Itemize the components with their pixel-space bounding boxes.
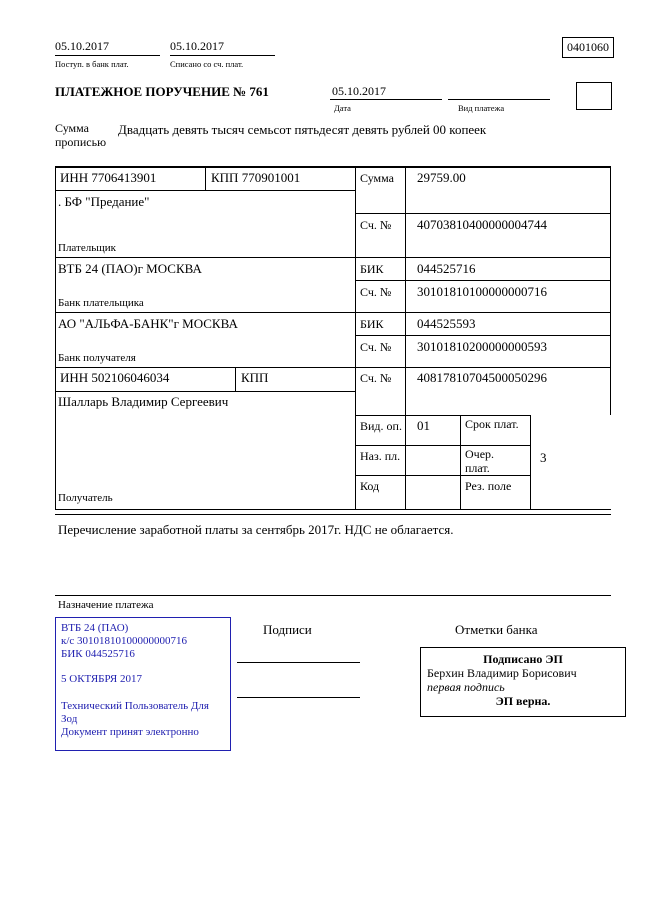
payment-type-field bbox=[448, 84, 550, 100]
payee-bank-account-label: Сч. № bbox=[360, 340, 392, 354]
amount-words-label: Сумма прописью bbox=[55, 121, 107, 149]
document-title: ПЛАТЕЖНОЕ ПОРУЧЕНИЕ № 761 bbox=[55, 84, 269, 99]
signature-line bbox=[237, 662, 360, 663]
signature-role: первая подпись bbox=[427, 680, 505, 694]
payment-term-label: Срок плат. bbox=[465, 417, 519, 431]
amount-words-value: Двадцать девять тысяч семьсот пятьдесят девять рублей 00 копеек bbox=[118, 122, 487, 137]
payee-account-label: Сч. № bbox=[360, 371, 392, 385]
payer-section-label: Плательщик bbox=[58, 242, 116, 254]
payer-account-label: Сч. № bbox=[360, 218, 392, 232]
grid-line bbox=[355, 335, 611, 336]
grid-line bbox=[55, 257, 611, 258]
payee-bank-account: 30101810200000000593 bbox=[417, 339, 547, 354]
payment-purpose-code-label: Наз. пл. bbox=[360, 449, 401, 463]
grid-line bbox=[460, 415, 461, 510]
grid-line bbox=[530, 415, 531, 510]
payment-type-label: Вид платежа bbox=[458, 103, 505, 113]
purpose-section-label: Назначение платежа bbox=[58, 599, 154, 611]
amount-value: 29759.00 bbox=[417, 170, 466, 185]
electronic-bank-stamp bbox=[55, 617, 231, 751]
form-code-box: 0401060 bbox=[562, 37, 614, 58]
separator-line bbox=[55, 514, 611, 515]
payee-bank-bik-label: БИК bbox=[360, 317, 384, 331]
grid-line bbox=[355, 415, 530, 416]
signed-title: Подписано ЭП bbox=[483, 652, 563, 666]
title-date-label: Дата bbox=[334, 103, 351, 113]
grid-line bbox=[55, 367, 611, 368]
date-debited-field: 05.10.2017 bbox=[170, 39, 275, 56]
payer-bank-name: ВТБ 24 (ПАО)г МОСКВА bbox=[58, 261, 202, 276]
stamp-bank-name: ВТБ 24 (ПАО) bbox=[61, 622, 129, 634]
grid-line bbox=[235, 367, 236, 391]
grid-line bbox=[405, 166, 406, 510]
grid-line bbox=[55, 166, 56, 510]
separator-line bbox=[55, 595, 611, 596]
grid-line bbox=[355, 280, 611, 281]
grid-line bbox=[55, 190, 355, 191]
op-kind-label: Вид. оп. bbox=[360, 419, 402, 433]
stamp-bik: БИК 044525716 bbox=[61, 648, 135, 660]
date-received-field: 05.10.2017 bbox=[55, 39, 160, 56]
signer-name: Берхин Владимир Борисович bbox=[427, 666, 577, 680]
payer-bank-account-label: Сч. № bbox=[360, 285, 392, 299]
payment-table bbox=[55, 166, 611, 510]
grid-line bbox=[55, 166, 611, 168]
signature-line bbox=[237, 697, 360, 698]
stamp-status: Документ принят электронно bbox=[61, 726, 199, 738]
payee-section-label: Получатель bbox=[58, 492, 113, 504]
payment-order-value: 3 bbox=[540, 450, 547, 465]
title-date-field: 05.10.2017 bbox=[330, 84, 442, 100]
stamp-corr-account: к/с 30101810100000000716 bbox=[61, 635, 188, 647]
grid-line bbox=[55, 391, 355, 392]
payer-kpp: КПП 770901001 bbox=[211, 170, 301, 185]
payment-order-label: Очер. плат. bbox=[465, 447, 495, 475]
grid-line bbox=[205, 166, 206, 190]
date-debited-label: Списано со сч. плат. bbox=[170, 59, 244, 69]
date-received-label: Поступ. в банк плат. bbox=[55, 59, 129, 69]
payer-bank-bik-label: БИК bbox=[360, 262, 384, 276]
grid-line bbox=[355, 445, 530, 446]
payee-kpp-label: КПП bbox=[241, 370, 269, 385]
payer-name: . БФ "Предание" bbox=[58, 194, 150, 209]
digital-signature-box bbox=[420, 647, 626, 717]
payee-name: Шалларь Владимир Сергеевич bbox=[58, 394, 229, 409]
payee-account: 40817810704500050296 bbox=[417, 370, 547, 385]
amount-label: Сумма bbox=[360, 171, 394, 185]
payer-account: 40703810400000004744 bbox=[417, 217, 547, 232]
grid-line bbox=[355, 475, 530, 476]
payee-inn: ИНН 502106046034 bbox=[60, 370, 170, 385]
payer-bank-section-label: Банк плательщика bbox=[58, 297, 144, 309]
payer-inn: ИНН 7706413901 bbox=[60, 170, 157, 185]
stamp-date: 5 ОКТЯБРЯ 2017 bbox=[61, 673, 142, 685]
grid-line bbox=[355, 213, 611, 214]
signatures-label: Подписи bbox=[263, 622, 312, 637]
payer-bank-account: 30101810100000000716 bbox=[417, 284, 547, 299]
reserve-field-label: Рез. поле bbox=[465, 479, 512, 493]
op-kind-value: 01 bbox=[417, 418, 430, 433]
stamp-operator-line1: Технический Пользователь Для bbox=[61, 700, 209, 712]
payee-bank-section-label: Банк получателя bbox=[58, 352, 136, 364]
payee-bank-name: АО "АЛЬФА-БАНК"г МОСКВА bbox=[58, 316, 238, 331]
grid-line bbox=[55, 312, 611, 313]
grid-line bbox=[610, 166, 611, 415]
purpose-text: Перечисление заработной платы за сентябрь 2017г. НДС не облагается. bbox=[58, 522, 454, 537]
title-empty-box bbox=[576, 82, 612, 110]
grid-line bbox=[55, 509, 611, 510]
stamp-operator-line2: Зод bbox=[61, 713, 78, 725]
payer-bank-bik: 044525716 bbox=[417, 261, 476, 276]
signature-verification: ЭП верна. bbox=[495, 694, 551, 708]
payee-bank-bik: 044525593 bbox=[417, 316, 476, 331]
code-label: Код bbox=[360, 479, 380, 493]
bank-marks-label: Отметки банка bbox=[455, 622, 538, 637]
grid-line bbox=[355, 166, 356, 510]
